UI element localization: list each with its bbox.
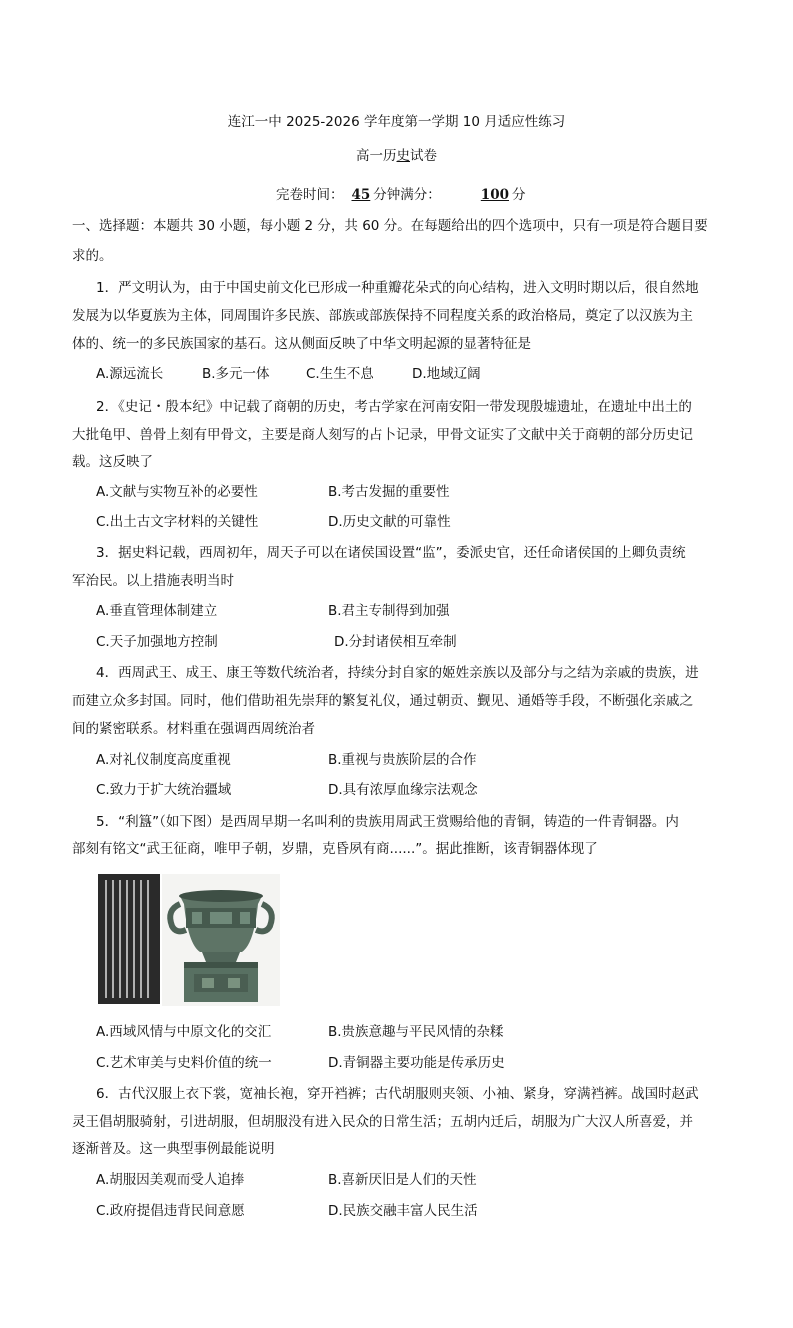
exam-title: 连江一中 2025-2026 学年度第一学期 10 月适应性练习 [227, 114, 566, 130]
subtitle-post: 试卷 [410, 148, 437, 164]
question-text: 5．“利簋”（如下图）是西周早期一名叫利的贵族用周武王赏赐给他的青铜，铸造的一件青铜器。内 [96, 814, 679, 830]
option-a[interactable]: A.文献与实物互补的必要性 [96, 484, 258, 500]
option-b[interactable]: B.考古发掘的重要性 [328, 484, 450, 500]
section-instruction: 一、选择题：本题共 30 小题，每小题 2 分，共 60 分。在每题给出的四个选项中，只有一项是符合题目要 [72, 218, 708, 234]
question-text: 而建立众多封国。同时，他们借助祖先崇拜的繁复礼仪，通过朝贡、觐见、通婚等手段，不断强化亲戚之 [72, 693, 693, 709]
option-d[interactable]: D.分封诸侯相互牵制 [334, 634, 457, 650]
question-text: 逐渐普及。这一典型事例最能说明 [72, 1141, 275, 1157]
time-unit: 分钟满分： [373, 187, 441, 203]
option-d[interactable]: D.具有浓厚血缘宗法观念 [328, 782, 478, 798]
option-c[interactable]: C.生生不息 [306, 366, 374, 382]
option-d[interactable]: D.地域辽阔 [412, 366, 481, 382]
question-text: 军治民。以上措施表明当时 [72, 573, 234, 589]
bronze-gui-vessel-image [162, 874, 280, 1006]
exam-time-score [276, 189, 525, 203]
time-value: 45 [351, 187, 371, 203]
option-b[interactable]: B.多元一体 [202, 366, 270, 382]
section-instruction-cont: 求的。 [72, 248, 113, 264]
question-text: 2．《史记・殷本纪》中记载了商朝的历史，考古学家在河南安阳一带发现殷墟遗址，在遗址中出土的 [96, 399, 692, 415]
option-a[interactable]: A.西域风情与中原文化的交汇 [96, 1024, 272, 1040]
question-text: 间的紧密联系。材料重在强调西周统治者 [72, 721, 315, 737]
score-value: 100 [480, 187, 509, 203]
option-b[interactable]: B.重视与贵族阶层的合作 [328, 752, 477, 768]
option-b[interactable]: B.喜新厌旧是人们的天性 [328, 1172, 477, 1188]
question-text: 部刻有铭文“武王征商，唯甲子朝，岁鼎，克昏夙有商......”。据此推断，该青铜器体现了 [72, 841, 598, 857]
option-d[interactable]: D.青铜器主要功能是传承历史 [328, 1055, 505, 1071]
inscription-rubbing-image [98, 874, 160, 1004]
time-label: 完卷时间： [276, 187, 344, 203]
option-d[interactable]: D.民族交融丰富人民生活 [328, 1203, 478, 1219]
option-a[interactable]: A.垂直管理体制建立 [96, 603, 218, 619]
option-c[interactable]: C.致力于扩大统治疆域 [96, 782, 232, 798]
question-text: 体的、统一的多民族国家的基石。这从侧面反映了中华文明起源的显著特征是 [72, 336, 531, 352]
question-text: 载。这反映了 [72, 454, 153, 470]
question-text: 3．据史料记载，西周初年，周天子可以在诸侯国设置“监”，委派史官，还任命诸侯国的上卿负责统 [96, 545, 686, 561]
option-c[interactable]: C.出土古文字材料的关键性 [96, 514, 259, 530]
option-c[interactable]: C.天子加强地方控制 [96, 634, 218, 650]
option-b[interactable]: B.贵族意趣与平民风情的杂糅 [328, 1024, 504, 1040]
score-unit: 分 [511, 187, 526, 203]
option-b[interactable]: B.君主专制得到加强 [328, 603, 450, 619]
question-text: 6．古代汉服上衣下裳，宽袖长袍，穿开裆裤；古代胡服则夹领、小袖、紧身，穿满裆裤。战国时赵武 [96, 1086, 699, 1102]
question-text: 大批龟甲、兽骨上刻有甲骨文，主要是商人刻写的占卜记录，甲骨文证实了文献中关于商朝的部分历史记 [72, 427, 693, 443]
option-c[interactable]: C.政府提倡违背民间意愿 [96, 1203, 245, 1219]
subtitle-pre: 高一历 [356, 148, 397, 164]
question-text: 4．西周武王、成王、康王等数代统治者，持续分封自家的姬姓亲族以及部分与之结为亲戚的贵族，进 [96, 665, 699, 681]
question-text: 灵王倡胡服骑射，引进胡服，但胡服没有进入民众的日常生活；五胡内迁后，胡服为广大汉人所喜爱，并 [72, 1114, 693, 1130]
subtitle-subject: 史 [396, 148, 410, 164]
option-a[interactable]: A.源远流长 [96, 366, 164, 382]
option-a[interactable]: A.胡服因美观而受人追捧 [96, 1172, 245, 1188]
question-text: 发展为以华夏族为主体，同周围许多民族、部族或部族保持不同程度关系的政治格局，奠定了以汉族为主 [72, 308, 693, 324]
option-d[interactable]: D.历史文献的可靠性 [328, 514, 451, 530]
exam-subtitle [0, 150, 793, 164]
option-c[interactable]: C.艺术审美与史料价值的统一 [96, 1055, 272, 1071]
option-a[interactable]: A.对礼仪制度高度重视 [96, 752, 231, 768]
question-text: 1．严文明认为，由于中国史前文化已形成一种重瓣花朵式的向心结构，进入文明时期以后，很自然地 [96, 280, 699, 296]
